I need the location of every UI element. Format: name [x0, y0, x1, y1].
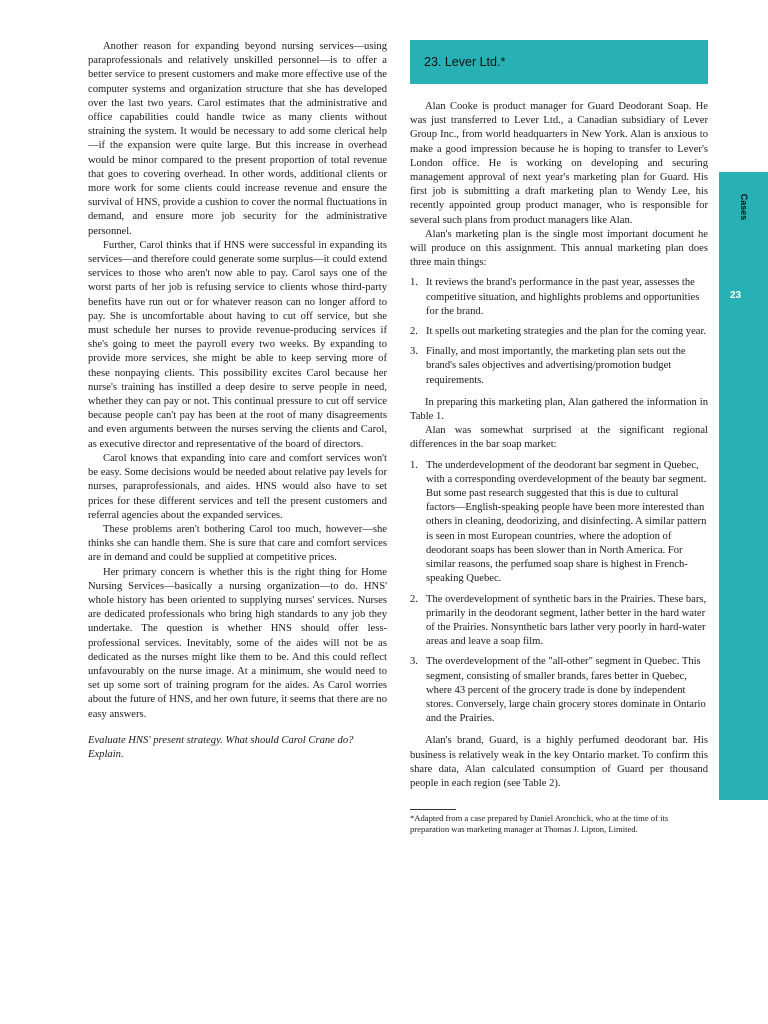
list-item [410, 276, 708, 319]
list-item [410, 593, 708, 650]
case-title-box [410, 40, 708, 84]
footnote-rule [410, 809, 456, 810]
body-paragraph: Further, Carol thinks that if HNS were successful in expanding its services—and therefore could generate some surplus—it could extend services to those who aren't now able to pay. Carol says one of the worst parts of her job is refusing service to clients whose third-party benefits have run out or for whatever reason can no longer afford to pay. She is uncomfortable about having to cut off service, but she must schedule her nurses to provide revenue-producing services if she's going to meet the payroll every two weeks. By expanding to provide more services, she might be able to keep serving more of these nonpaying clients. This possibility excites Carol because her nurse's training has instilled a deep desire to serve people in need, whether they can pay or not. This continual pressure to cut off service because people can't pay has been at the root of many disagreements and even arguments between the nurses serving the clients and Carol, as executive director and representative of the board of directors. [88, 239, 387, 450]
list-item [410, 345, 708, 388]
list-number: 2. [410, 593, 418, 605]
list-text: The overdevelopment of the "all-other" segment in Quebec. This segment, consisting of smaller brands, fares better in Quebec, where 43 percent of the grocery trade is done by independent stores. Conversely, large chain grocery stores dominate in Ontario and the Prairies. [426, 656, 706, 725]
footnote: *Adapted from a case prepared by Daniel Aronchick, who at the time of its preparation was marketing manager at Thomas J. Lipton, Limited. [410, 813, 669, 835]
section-label: Cases [739, 193, 749, 221]
list-number: 3. [410, 346, 418, 358]
body-paragraph: In preparing this marketing plan, Alan gathered the information in Table 1. [410, 396, 708, 423]
list-text: The underdevelopment of the deodorant bar segment in Quebec, with a corresponding overdevelopment of the beauty bar segment. But some past research suggested that this is due to cultural factors—English-speaking people have been more interested than others in cleaning, deodorizing, and disinfecting. A similar pattern is seen in most European countries, where the adoption of deodorant soaps has been slower than in North America. For similar reasons, the perfumed soap share is highest in French-speaking Quebec. [426, 459, 707, 585]
list-text: It reviews the brand's performance in the past year, assesses the competitive situation, and highlights problems and opportunities for the brand. [426, 277, 700, 317]
right-column [410, 40, 708, 835]
body-paragraph: Her primary concern is whether this is the right thing for Home Nursing Services—basically a nursing organization—to do. HNS' whole history has been oriented to supplying nurses' services. Nurses are dedicated professionals who bring high standards to any job they undertake. The question is whether HNS should offer less-professional services. Inevitably, some of the aides will not be as dedicated as the nurses might like them to be. And this could reflect unfavourably on the nurse image. At a minimum, she would need to set up some sort of training program for the aides. As Carol worries about the future of HNS, and her own future, it seems that there are no easy answers. [88, 566, 387, 720]
body-paragraph: Alan Cooke is product manager for Guard Deodorant Soap. He was just transferred to Lever Ltd., a Canadian subsidiary of Lever Group Inc., from world headquarters in New York. Alan is anxious to make a good impression because he is hoping to transfer to Lever's London office. He is working on developing and securing management approval of next year's marketing plan for Guard. His first job is submitting a draft marketing plan to Wendy Lee, his recently appointed group product manager, who is responsible for several such plans from product managers like Alan. [410, 101, 708, 226]
list-number: 1. [410, 459, 418, 471]
regional-list [410, 459, 708, 727]
page-number: 23 [729, 290, 742, 301]
section-side-tab [719, 172, 768, 800]
discussion-question: Evaluate HNS' present strategy. What should Carol Crane do? Explain. [88, 734, 354, 760]
body-paragraph: Alan's brand, Guard, is a highly perfumed deodorant bar. His business is relatively weak in the key Ontario market. To confirm this share data, Alan calculated consumption of Guard per thousand people in each region (see Table 2). [410, 735, 708, 789]
body-paragraph: Alan's marketing plan is the single most important document he will produce on this assignment. This annual marketing plan does three main things: [410, 228, 708, 269]
list-text: Finally, and most importantly, the marketing plan sets out the brand's sales objectives and advertising/promotion budget requirements. [426, 346, 686, 386]
list-item [410, 459, 708, 587]
list-item [410, 325, 708, 339]
body-paragraph: These problems aren't bothering Carol too much, however—she thinks she can handle them. She is sure that care and comfort services are in demand and could be supplied at competitive prices. [88, 523, 387, 564]
body-paragraph: Carol knows that expanding into care and comfort services won't be easy. Some decisions would be needed about relative pay levels for nurses, paraprofessionals, and aides. HNS would also have to set prices for these different services and tell the present customers and referral agencies about the expanded services. [88, 452, 387, 521]
body-paragraph: Another reason for expanding beyond nursing services—using paraprofessionals and relatively unskilled personnel—is to offer a better service to present customers and make more effective use of the computer systems and organization structure that she has developed over the last two years. Carol estimates that the administrative and office capabilities could handle twice as many clients without straining the system. It would be necessary to add some clerical help—if the expansion were quite large. But this increase in overhead would be minor compared to the present proportion of total revenue that goes to covering overhead. In other words, additional clients or more work for some clients could increase revenue and ensure the survival of HNS, provide a cushion to cover the normal fluctuations in demand, and ensure more job security for the administrative personnel. [88, 41, 387, 237]
list-number: 3. [410, 656, 418, 668]
list-number: 1. [410, 277, 418, 289]
plan-list [410, 276, 708, 387]
list-text: It spells out marketing strategies and the plan for the coming year. [426, 326, 707, 338]
list-text: The overdevelopment of synthetic bars in the Prairies. These bars, primarily in the deodorant segment, lather better in the hard water of the Prairies. Nonsynthetic bars lather very poorly in hard-water areas and leave a soap film. [426, 593, 707, 648]
list-number: 2. [410, 326, 418, 338]
body-paragraph: Alan was somewhat surprised at the significant regional differences in the bar soap market: [410, 425, 708, 451]
case-title: 23. Lever Ltd.* [424, 54, 506, 69]
left-column [88, 40, 387, 762]
list-item [410, 655, 708, 726]
